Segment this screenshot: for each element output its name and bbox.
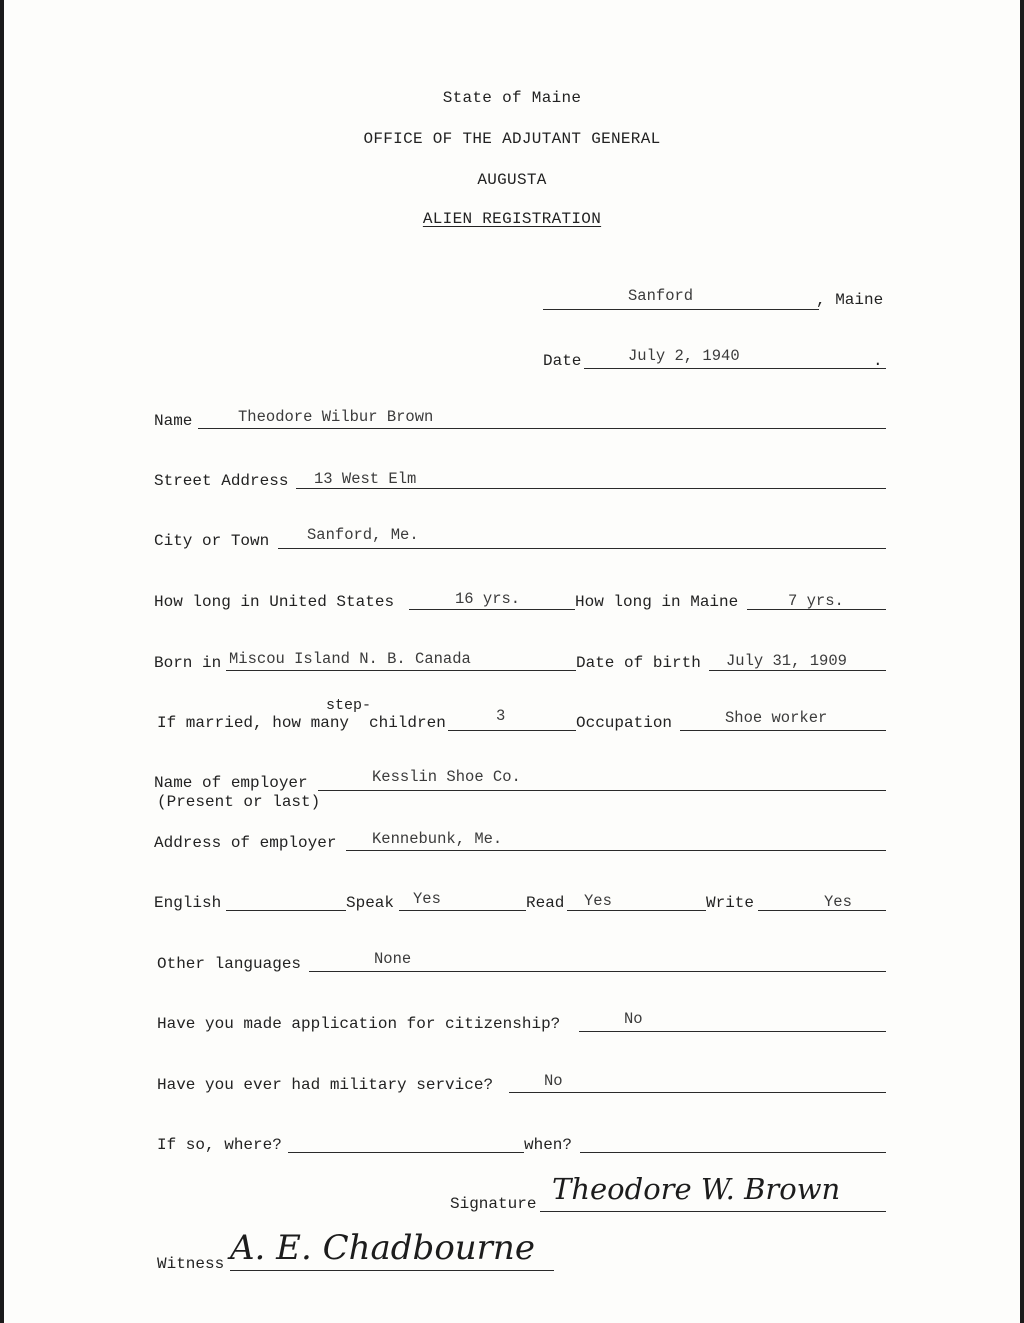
- speak-line: [399, 910, 526, 911]
- signature-line: [540, 1211, 886, 1212]
- registration-form: [4, 0, 1020, 1323]
- other-languages-label: Other languages: [157, 955, 302, 973]
- date-line: [584, 368, 886, 369]
- military-line: [509, 1092, 886, 1093]
- witness-line: [230, 1270, 554, 1271]
- name-label: Name: [154, 412, 193, 430]
- employer-label: Name of employer: [154, 774, 308, 792]
- when-line: [580, 1152, 886, 1153]
- children-value: 3: [496, 707, 506, 725]
- dob-line: [709, 670, 886, 671]
- us-duration-label: How long in United States: [154, 593, 395, 611]
- born-label: Born in: [154, 654, 222, 672]
- read-line: [567, 910, 706, 911]
- read-value: Yes: [584, 892, 612, 910]
- street-value: 13 West Elm: [314, 470, 417, 488]
- speak-label: Speak: [346, 894, 395, 912]
- when-label: when?: [524, 1136, 573, 1154]
- location-town: Sanford: [628, 287, 694, 305]
- born-line: [226, 670, 576, 671]
- children-step-insert: step-: [326, 697, 372, 714]
- signature-handwriting: Theodore W. Brown: [552, 1172, 841, 1206]
- children-label-before: If married, how many: [157, 714, 350, 732]
- us-duration-line: [409, 609, 575, 610]
- occupation-label: Occupation: [576, 714, 673, 732]
- employer-sublabel: (Present or last): [157, 793, 321, 811]
- where-label: If so, where?: [157, 1136, 282, 1154]
- location-line: [543, 309, 819, 310]
- military-label: Have you ever had military service?: [157, 1076, 494, 1094]
- city-line: [278, 548, 886, 549]
- maine-duration-value: 7 yrs.: [788, 592, 844, 610]
- form-title: ALIEN REGISTRATION: [422, 210, 602, 228]
- form-office: OFFICE OF THE ADJUTANT GENERAL: [363, 130, 661, 148]
- occupation-line: [680, 730, 886, 731]
- english-line: [226, 910, 346, 911]
- dob-value: July 31, 1909: [726, 652, 847, 670]
- citizenship-line: [579, 1031, 886, 1032]
- form-city: AUGUSTA: [477, 171, 547, 189]
- employer-address-line: [346, 850, 886, 851]
- employer-value: Kesslin Shoe Co.: [372, 768, 521, 786]
- where-line: [288, 1152, 524, 1153]
- other-languages-line: [309, 971, 886, 972]
- citizenship-value: No: [624, 1010, 643, 1028]
- write-value: Yes: [824, 893, 852, 911]
- form-state: State of Maine: [442, 89, 582, 107]
- english-label: English: [154, 894, 222, 912]
- city-value: Sanford, Me.: [307, 526, 419, 544]
- born-value: Miscou Island N. B. Canada: [229, 650, 471, 668]
- location-state: , Maine: [816, 291, 884, 309]
- maine-duration-label: How long in Maine: [575, 593, 739, 611]
- read-label: Read: [526, 894, 565, 912]
- signature-label: Signature: [450, 1195, 537, 1213]
- children-line: [448, 730, 576, 731]
- employer-address-value: Kennebunk, Me.: [372, 830, 503, 848]
- other-languages-value: None: [374, 950, 412, 968]
- witness-label: Witness: [157, 1255, 225, 1273]
- employer-line: [318, 790, 886, 791]
- citizenship-label: Have you made application for citizenship?: [157, 1015, 561, 1033]
- city-label: City or Town: [154, 532, 270, 550]
- witness-signature: A. E. Chadbourne: [230, 1228, 535, 1268]
- employer-address-label: Address of employer: [154, 834, 337, 852]
- children-label-after: children: [369, 714, 446, 732]
- name-value: Theodore Wilbur Brown: [238, 408, 434, 426]
- dob-label: Date of birth: [576, 654, 701, 672]
- write-label: Write: [706, 894, 755, 912]
- street-label: Street Address: [154, 472, 289, 490]
- occupation-value: Shoe worker: [725, 709, 828, 727]
- name-line: [198, 428, 886, 429]
- street-line: [296, 488, 886, 489]
- date-value: July 2, 1940: [628, 347, 740, 365]
- date-label: Date: [543, 352, 582, 370]
- speak-value: Yes: [413, 890, 441, 908]
- write-line: [758, 910, 886, 911]
- military-value: No: [544, 1072, 563, 1090]
- date-end: .: [873, 352, 883, 370]
- us-duration-value: 16 yrs.: [455, 590, 521, 608]
